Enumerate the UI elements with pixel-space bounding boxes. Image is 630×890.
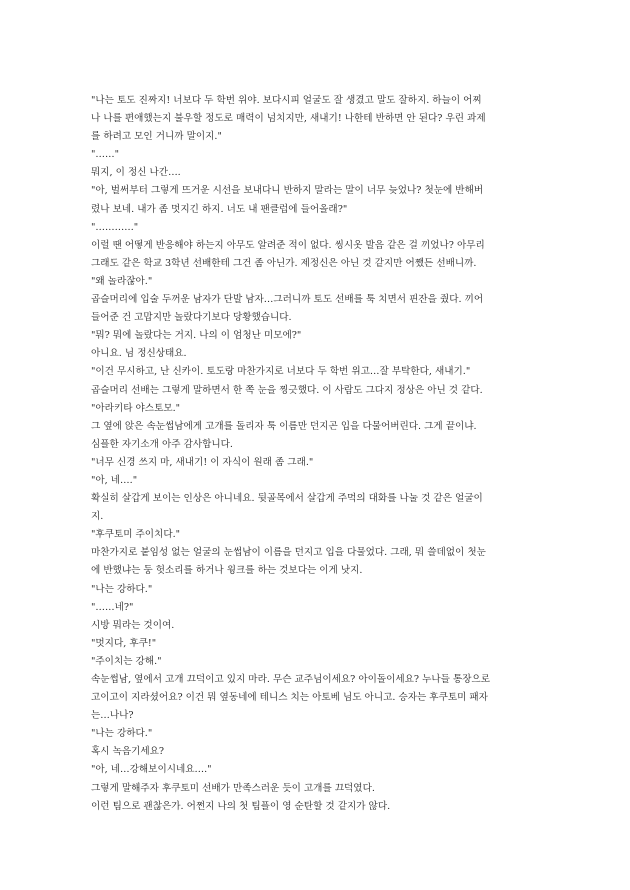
text-line: "아라키타 야스토모." [91,402,181,414]
text-line: "너무 신경 쓰지 마, 새내기! 이 자식이 원래 좀 그래." [91,456,314,468]
text-line: 뭐지, 이 정신 나간…. [91,167,181,179]
text-line: "아, 네…강해보이시네요…." [91,764,212,776]
text-line: "나는 토도 진짜지! 너보다 두 학번 위야. 보다시피 얼굴도 잘 생겼고 말도 잘하지. 하늘이 어찌 [91,95,482,106]
text-line: 고이고이 지라셨어요? 이건 뭐 옆동네에 테니스 치는 아토베 님도 아니고. 승자는 후쿠토미 패자 [91,692,488,704]
text-line: "이건 무시하고, 난 신카이. 토도랑 마찬가지로 너보다 두 학번 위고…잘 부탁한다, 새내기." [91,366,471,378]
text-line: 아니요. 님 정신상태요. [91,348,187,360]
text-line: 그 옆에 앉은 속눈썹남에게 고개를 돌리자 툭 이름만 던지곤 입을 다물어버린다. 그게 끝이냐. [91,420,477,432]
text-line: 이럴 땐 어떻게 반응해야 하는지 아무도 알려준 적이 없다. 씽시옷 발음 같은 걸 끼었나? 아무리 [91,239,485,251]
text-line: 이런 팀으로 괜찮은가. 어쩐지 나의 첫 팀플이 영 순탄할 것 같지가 않다. [91,800,391,812]
text-line: 마찬가지로 붙임성 없는 얼굴의 눈썹남이 이름을 던지고 입을 다물었다. 그래, 뭐 쓸데없이 첫눈 [91,547,486,559]
text-line: 확실히 살갑게 보이는 인상은 아니네요. 뒷골목에서 살갑게 주먹의 대화를 나눌 것 같은 얼굴이 [91,493,483,505]
text-line: "후쿠토미 주이치다." [91,529,181,541]
text-line: 곱슬머리에 입술 두꺼운 남자가 단발 남자…그러니까 토도 선배를 툭 치면서 핀잔을 줬다. 끼어 [91,294,484,306]
text-line: 지. [91,511,104,523]
text-line: "나는 강하다." [91,583,153,595]
text-line: 심플한 자기소개 아주 감사합니다. [91,438,233,450]
text-line: 를 하려고 모인 거니까 말이지." [91,131,222,143]
text-line: "……" [91,149,120,161]
text-line: "주이치는 강해." [91,655,162,667]
text-line: "아, 네…." [91,474,138,486]
text-line: "뭐? 뭐에 놀랐다는 거지. 나의 이 엄청난 미모에?" [91,330,302,342]
text-line: "왜 놀라잖아." [91,275,153,287]
text-line: "멋지다, 후쿠!" [91,637,157,649]
document-body [91,92,539,816]
text-line: 시방 뭐라는 것이여. [91,619,175,631]
text-line: "……네?" [91,601,134,613]
text-line: 그래도 같은 학교 3학년 선배한테 그건 좀 아닌가. 제정신은 아닌 것 같지만 어쨌든 선배니까. [91,257,477,269]
text-line: 에 반했냐는 둥 헛소리를 하거나 윙크를 하는 것보다는 이게 낫지. [91,565,363,577]
text-line: "아, 벌써부터 그렇게 뜨거운 시선을 보내다니 반하지 말라는 말이 너무 늦었나? 첫눈에 반해버 [91,185,484,197]
text-line: 속눈썹남, 옆에서 고개 끄덕이고 있지 마라. 무슨 교주님이세요? 아이돌이세요? 누나들 통장으로 [91,674,491,685]
text-line: 혹시 녹음기세요? [91,746,165,758]
text-line: 렸나 보네. 내가 좀 멋지긴 하지. 너도 내 팬클럽에 들어올래?" [91,203,348,215]
text-line: 나 나를 편애했는지 불우할 정도로 매력이 넘치지만, 새내기! 나한테 반하면 안 된다? 우린 과제 [91,113,486,125]
text-line: 들어준 건 고맙지만 놀랐다기보다 당황했습니다. [91,312,292,324]
text-line: 곱슬머리 선배는 그렇게 말하면서 한 쪽 눈을 찡긋했다. 이 사람도 그다지 정상은 아닌 것 같다. [91,384,483,396]
text-line: 는…나나? [91,710,134,722]
text-line: "…………" [91,221,139,233]
text-line: "나는 강하다." [91,728,153,740]
text-line: 그렇게 말해주자 후쿠토미 선배가 만족스러운 듯이 고개를 끄덕였다. [91,782,375,794]
